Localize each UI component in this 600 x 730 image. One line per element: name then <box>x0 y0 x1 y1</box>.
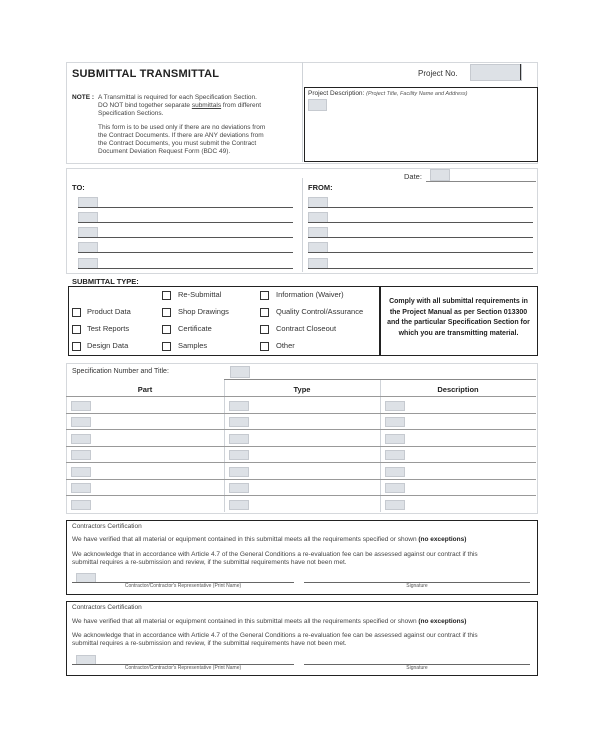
project-no-label: Project No. <box>418 69 458 78</box>
table-row-5-description[interactable] <box>385 467 405 477</box>
table-header-description: Description <box>437 385 479 394</box>
label-certificate: Certificate <box>178 324 212 333</box>
table-row-line-4 <box>66 462 536 463</box>
table-row-2-part[interactable] <box>71 417 91 427</box>
checkbox-quality-control[interactable] <box>260 308 269 317</box>
checkbox-certificate[interactable] <box>162 325 171 334</box>
to-line-3 <box>78 237 293 238</box>
table-row-line-6 <box>66 495 536 496</box>
from-line-1 <box>308 207 533 208</box>
label-quality-control: Quality Control/Assurance <box>276 307 364 316</box>
label-design-data: Design Data <box>87 341 129 350</box>
table-row-4-type[interactable] <box>229 450 249 460</box>
checkbox-shop-drawings[interactable] <box>162 308 171 317</box>
note-label: NOTE : <box>72 94 95 101</box>
from-line-5 <box>308 268 533 269</box>
table-row-2-type[interactable] <box>229 417 249 427</box>
label-re-submittal: Re-Submittal <box>178 290 222 299</box>
certification-line2-2: We acknowledge that in accordance with Article 4.7 of the General Conditions a re-evaluation fee can be assessed against our contract if this <box>72 632 478 639</box>
project-no-field[interactable] <box>470 64 522 81</box>
table-row-6-type[interactable] <box>229 483 249 493</box>
table-row-7-type[interactable] <box>229 500 249 510</box>
project-description-label: Project Description: (Project Title, Facility Name and Address) <box>308 90 468 97</box>
certification-line1-1: We have verified that all material or equipment contained in this submittal meets all the requirements specified or shown (no exceptions) <box>72 536 467 543</box>
table-row-1-description[interactable] <box>385 401 405 411</box>
spec-field[interactable] <box>230 366 250 378</box>
table-row-5-type[interactable] <box>229 467 249 477</box>
to-line-1 <box>78 207 293 208</box>
label-shop-drawings: Shop Drawings <box>178 307 229 316</box>
note-line-3: Specification Sections. <box>98 110 164 117</box>
certification-title-2: Contractors Certification <box>72 604 142 611</box>
table-row-line-2 <box>66 429 536 430</box>
to-from-divider <box>302 178 303 272</box>
to-line-2 <box>78 222 293 223</box>
certification-line1-2: We have verified that all material or equipment contained in this submittal meets all the requirements specified or shown (no exceptions) <box>72 618 467 625</box>
rep-name-label-2: Contractor/Contractor's Representative (Print Name) <box>124 665 242 671</box>
table-row-line-0 <box>66 396 536 397</box>
note-line-5: the Contract Documents. If there are ANY deviations from <box>98 132 264 139</box>
table-header-part: Part <box>137 385 153 394</box>
submittal-type-label: SUBMITTAL TYPE: <box>72 277 139 286</box>
table-row-7-part[interactable] <box>71 500 91 510</box>
label-product-data: Product Data <box>87 307 131 316</box>
label-contract-closeout: Contract Closeout <box>276 324 337 333</box>
note-line-1: A Transmittal is required for each Specification Section. <box>98 94 257 101</box>
date-field[interactable] <box>430 169 450 181</box>
table-row-3-part[interactable] <box>71 434 91 444</box>
project-description-box <box>304 87 538 162</box>
certification-line3-2: submittal requires a re-submission and review, if the submittal requirements have not been met. <box>72 640 347 647</box>
table-row-7-description[interactable] <box>385 500 405 510</box>
checkbox-information-waiver[interactable] <box>260 291 269 300</box>
note-line-7: Document Deviation Request Form (BDC 49). <box>98 148 231 155</box>
table-row-line-1 <box>66 413 536 414</box>
spec-label: Specification Number and Title: <box>72 368 169 375</box>
table-row-5-part[interactable] <box>71 467 91 477</box>
table-header-type: Type <box>293 385 311 394</box>
note-line-2: DO NOT bind together separate submittals from different <box>98 102 262 109</box>
table-row-3-description[interactable] <box>385 434 405 444</box>
checkbox-design-data[interactable] <box>72 342 81 351</box>
date-line <box>426 181 536 182</box>
date-label: Date: <box>404 172 422 181</box>
checkbox-test-reports[interactable] <box>72 325 81 334</box>
checkbox-samples[interactable] <box>162 342 171 351</box>
label-samples: Samples <box>178 341 208 350</box>
table-row-1-part[interactable] <box>71 401 91 411</box>
project-description-field[interactable] <box>308 99 327 111</box>
from-line-3 <box>308 237 533 238</box>
to-label: TO: <box>72 183 85 192</box>
compliance-text: Comply with all submittal requirements in the Project Manual as per Section 013300 and the particular Specification Section for which you are transmitting material. <box>387 298 530 337</box>
note-line-6: the Contract Documents, you must submit the Contract <box>98 140 257 147</box>
table-row-4-part[interactable] <box>71 450 91 460</box>
to-line-4 <box>78 252 293 253</box>
note-line-4: This form is to be used only if there are no deviations from <box>98 124 266 131</box>
rep-name-label-1: Contractor/Contractor's Representative (Print Name) <box>124 583 242 589</box>
checkbox-re-submittal[interactable] <box>162 291 171 300</box>
table-row-line-5 <box>66 479 536 480</box>
from-line-2 <box>308 222 533 223</box>
table-row-6-description[interactable] <box>385 483 405 493</box>
checkbox-contract-closeout[interactable] <box>260 325 269 334</box>
certification-title-1: Contractors Certification <box>72 523 142 530</box>
project-no-cursor <box>520 64 521 80</box>
certification-line3-1: submittal requires a re-submission and review, if the submittal requirements have not been met. <box>72 559 347 566</box>
label-other: Other <box>276 341 295 350</box>
header-divider <box>302 62 303 162</box>
from-label: FROM: <box>308 183 333 192</box>
from-line-4 <box>308 252 533 253</box>
table-row-3-type[interactable] <box>229 434 249 444</box>
signature-label-2: Signature <box>406 665 428 671</box>
certification-line2-1: We acknowledge that in accordance with Article 4.7 of the General Conditions a re-evaluation fee can be assessed against our contract if this <box>72 551 478 558</box>
table-row-2-description[interactable] <box>385 417 405 427</box>
table-row-line-3 <box>66 446 536 447</box>
label-test-reports: Test Reports <box>87 324 130 333</box>
checkbox-other[interactable] <box>260 342 269 351</box>
checkbox-product-data[interactable] <box>72 308 81 317</box>
form-title: SUBMITTAL TRANSMITTAL <box>72 68 220 80</box>
signature-label-1: Signature <box>406 583 428 589</box>
to-line-5 <box>78 268 293 269</box>
table-row-6-part[interactable] <box>71 483 91 493</box>
table-row-4-description[interactable] <box>385 450 405 460</box>
table-row-1-type[interactable] <box>229 401 249 411</box>
label-information-waiver: Information (Waiver) <box>276 290 344 299</box>
